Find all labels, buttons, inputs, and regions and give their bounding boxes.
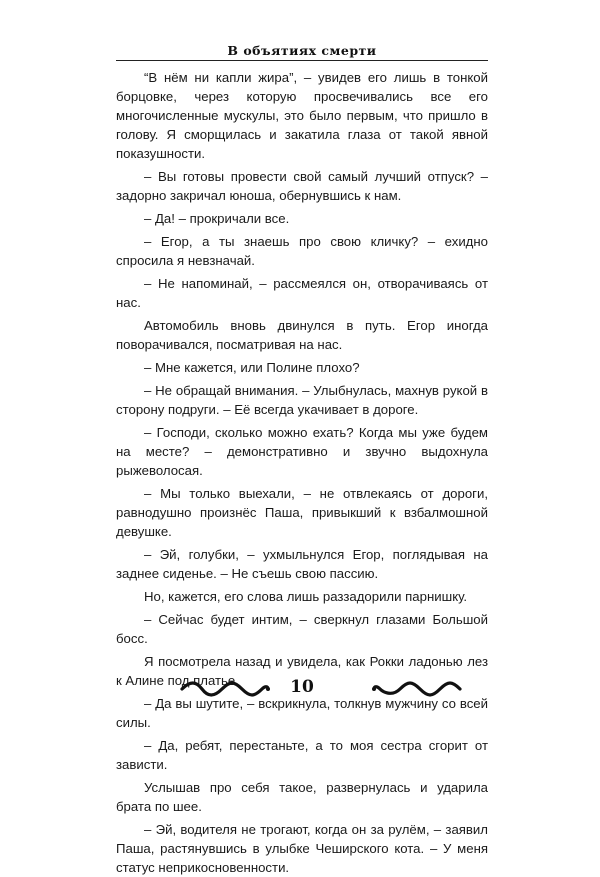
header-rule xyxy=(116,60,488,61)
body-text xyxy=(116,68,488,877)
paragraph: “В нём ни капли жира”, – увидев его лишь в тонкой борцовке, через которую просвечивались все его многочисленные мускулы, это было первым, что пришло в голову. Я сморщилась и закатила глаза от такой явной показушности. xyxy=(116,70,488,161)
paragraph: Автомобиль вновь двинулся в путь. Егор иногда поворачивался, посматривая на нас. xyxy=(116,318,488,352)
paragraph: – Мы только выехали, – не отвлекаясь от дороги, равнодушно произнёс Паша, привыкший к взбалмошной девушке. xyxy=(116,486,488,539)
page-footer xyxy=(116,675,488,705)
paragraph: – Егор, а ты знаешь про свою кличку? – ехидно спросила я невзначай. xyxy=(116,234,488,268)
paragraph: – Да, ребят, перестаньте, а то моя сестра сгорит от зависти. xyxy=(116,738,488,772)
wave-ornament-icon xyxy=(372,681,462,697)
paragraph: – Не обращай внимания. – Улыбнулась, махнув рукой в сторону подруги. – Её всегда укачивает в дороге. xyxy=(116,383,488,417)
paragraph: Я посмотрела назад и увидела, как Рокки ладонью лез к Алине под платье. xyxy=(116,654,488,688)
paragraph: – Эй, голубки, – ухмыльнулся Егор, поглядывая на заднее сиденье. – Не съешь свою пассию. xyxy=(116,547,488,581)
paragraph: – Эй, водителя не трогают, когда он за рулём, – заявил Паша, растянувшись в улыбке Чеширского кота. – У меня статус неприкосновенности. xyxy=(116,822,488,875)
paragraph: – Не напоминай, – рассмеялся он, отворачиваясь от нас. xyxy=(116,276,488,310)
paragraph: – Вы готовы провести свой самый лучший отпуск? – задорно закричал юноша, обернувшись к нам. xyxy=(116,169,488,203)
paragraph: Услышав про себя такое, развернулась и ударила брата по шее. xyxy=(116,780,488,814)
paragraph: – Да! – прокричали все. xyxy=(144,211,290,226)
paragraph: – Господи, сколько можно ехать? Когда мы уже будем на месте? – демонстративно и звучно выдохнула рыжеволосая. xyxy=(116,425,488,478)
paragraph: – Сейчас будет интим, – сверкнул глазами Большой босс. xyxy=(116,612,488,646)
paragraph: Но, кажется, его слова лишь раззадорили парнишку. xyxy=(144,589,468,604)
paragraph: – Мне кажется, или Полине плохо? xyxy=(144,360,360,375)
page-number: 10 xyxy=(290,677,314,697)
running-header: В объятиях смерти xyxy=(227,43,377,58)
paragraph: – Да вы шутите, – вскрикнула, толкнув мужчину со всей силы. xyxy=(116,696,488,730)
